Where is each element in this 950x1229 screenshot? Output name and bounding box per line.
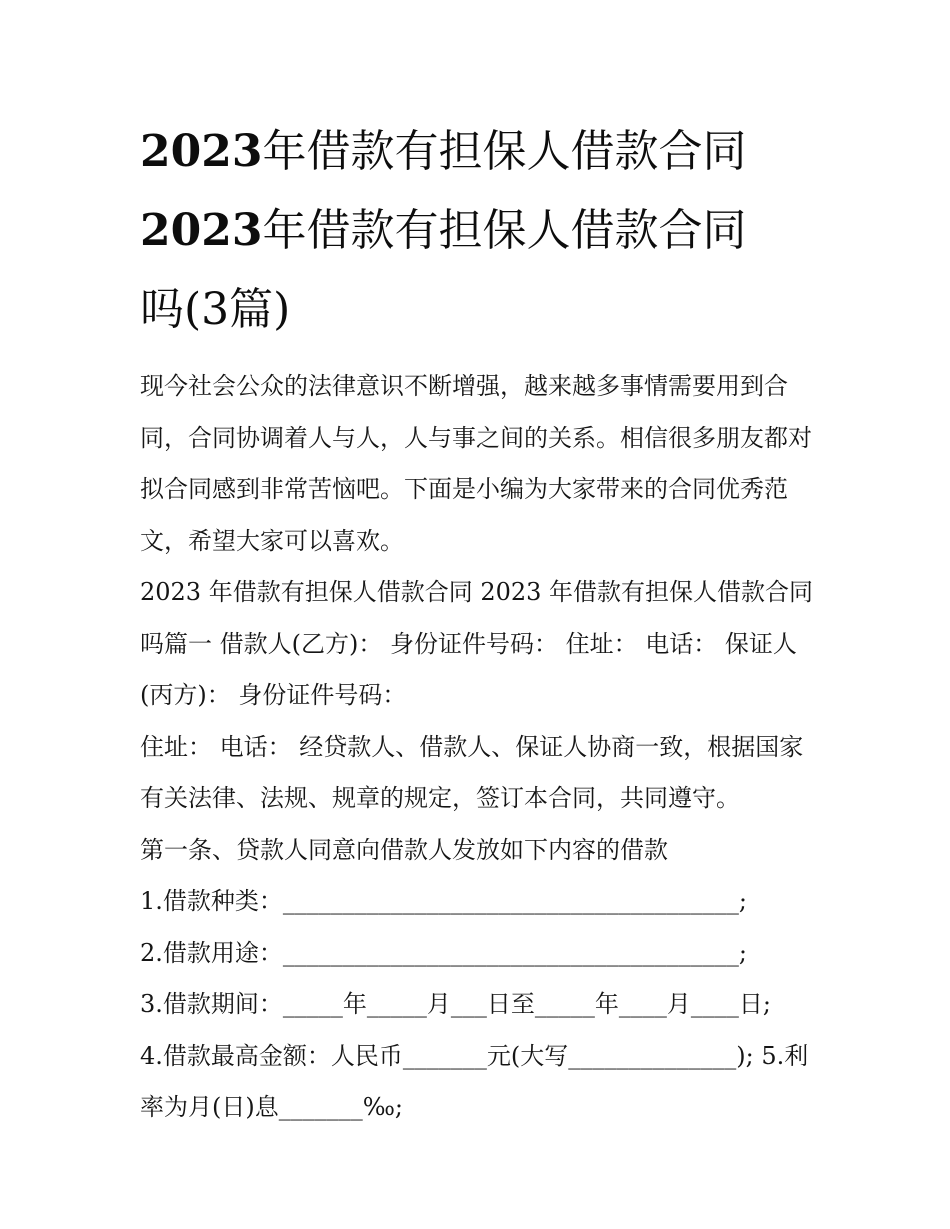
loan-type-field: 1.借款种类：______________________________________; — [140, 887, 747, 915]
loan-purpose-field: 2.借款用途：______________________________________; — [140, 938, 747, 967]
document-title — [140, 112, 820, 349]
agreement-paragraph: 住址： 电话： 经贷款人、借款人、保证人协商一致，根据国家有关法律、法规、规章的规定，签订本合同，共同遵守。 — [140, 732, 804, 812]
title-text-1: 年借款有担保人借款合同 — [262, 126, 747, 177]
document-body — [140, 361, 820, 1134]
title-suffix-3: 篇) — [229, 284, 291, 335]
intro-paragraph: 现今社会公众的法律意识不断增强，越来越多事情需要用到合同，合同协调着人与人，人与事之间的关系。相信很多朋友都对拟合同感到非常苦恼吧。下面是小编为大家带来的合同优秀范文，希望大家可以喜欢。 — [140, 372, 812, 555]
title-year-2: 2023 — [140, 205, 263, 256]
title-line-1 — [140, 112, 820, 191]
loan-period-field: 3.借款期间：_____年_____月___日至_____年____月____日; — [140, 990, 771, 1018]
parties-paragraph: 2023 年借款有担保人借款合同 2023 年借款有担保人借款合同吗篇一 借款人(乙方)： 身份证件号码： 住址： 电话： 保证人(丙方)： 身份证件号码： — [140, 578, 814, 709]
article-one-heading: 第一条、贷款人同意向借款人发放如下内容的借款 — [140, 835, 668, 864]
title-text-2: 年借款有担保人借款合同 — [262, 205, 747, 256]
title-line-3 — [140, 270, 820, 349]
document-page — [140, 112, 820, 1134]
title-year-1: 2023 — [140, 126, 263, 177]
loan-amount-rate-field: 4.借款最高金额：人民币_______元(大写______________); 5.利率为月(日)息_______‰; — [140, 1041, 809, 1121]
title-line-2 — [140, 191, 820, 270]
title-text-3: 吗(3 — [140, 284, 230, 335]
